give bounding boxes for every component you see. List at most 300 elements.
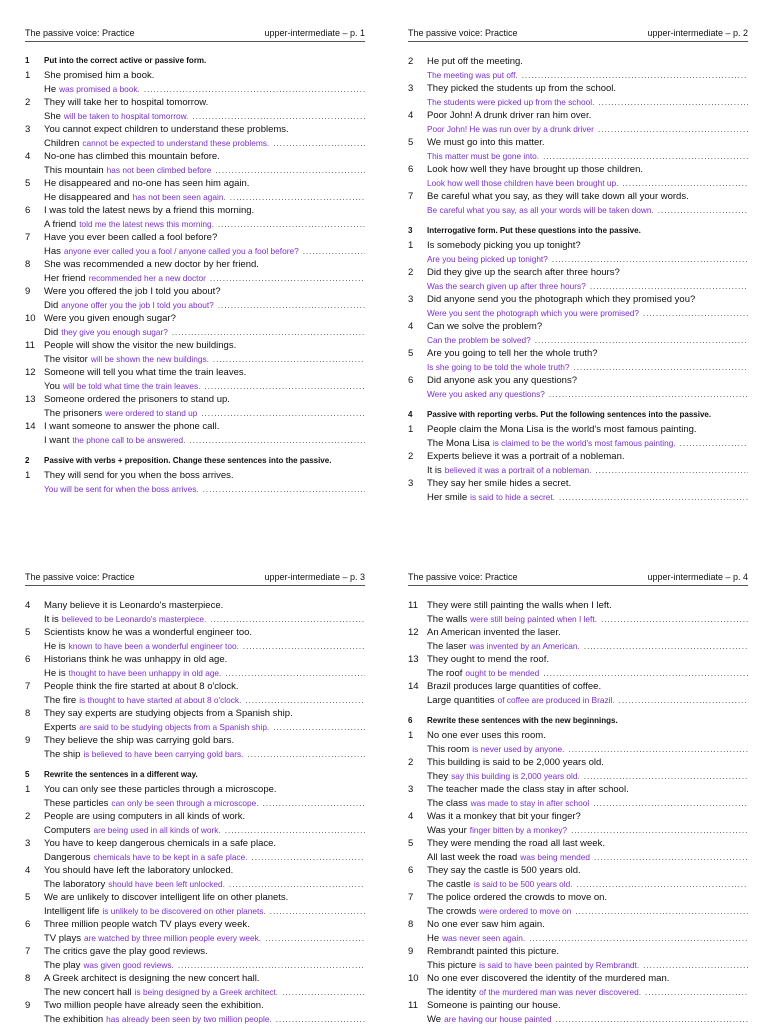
answer-text: will be taken to hospital tomorrow.: [63, 110, 189, 121]
exercise-item: [25, 999, 365, 1024]
dotted-leader: [549, 388, 748, 402]
answer-text: the phone call to be answered.: [72, 434, 186, 445]
item-number: 2: [25, 811, 31, 822]
answer-prompt: Her smile: [427, 491, 468, 503]
answer-line: [408, 1013, 748, 1024]
answer-text: say this building is 2,000 years old.: [451, 770, 580, 781]
dotted-leader: [210, 613, 365, 627]
answer-prompt: Large quantities: [427, 694, 495, 706]
answer-line: [408, 932, 748, 946]
answer-line: [25, 326, 365, 340]
exercise-item: [25, 469, 365, 496]
item-number: 14: [25, 421, 36, 432]
item-number: 8: [25, 259, 31, 270]
item-number: 2: [408, 56, 414, 67]
question-text: She was recommended a new doctor by her friend.: [44, 259, 259, 270]
question-text: He put off the meeting.: [427, 56, 523, 67]
question-line: [408, 477, 748, 491]
exercise-item: [25, 366, 365, 393]
exercise-item: [408, 783, 748, 810]
answer-text: recommended her a new doctor: [88, 272, 206, 283]
question-line: [408, 729, 748, 743]
question-line: [408, 599, 748, 613]
dotted-leader: [575, 905, 748, 919]
section-number: 2: [25, 456, 30, 465]
item-number: 11: [408, 1000, 418, 1011]
exercise-item: [408, 293, 748, 320]
item-number: 3: [25, 838, 31, 849]
section-heading: [25, 55, 365, 67]
answer-text: believed to be Leonardo's masterpiece.: [61, 613, 207, 624]
answer-text: was given good reviews.: [83, 959, 174, 970]
item-number: 8: [25, 708, 31, 719]
answer-text: has already been seen by two million people.: [106, 1013, 272, 1024]
exercise-item: [408, 626, 748, 653]
item-number: 9: [25, 1000, 31, 1011]
answer-line: [408, 253, 748, 267]
item-number: 12: [408, 627, 419, 638]
dotted-leader: [273, 137, 365, 151]
question-text: The critics gave the play good reviews.: [44, 946, 208, 957]
answer-line: [408, 851, 748, 865]
answer-prompt: He: [427, 932, 440, 944]
answer-line: [25, 164, 365, 178]
answer-text: are being used in all kinds of work.: [93, 824, 221, 835]
dotted-leader: [263, 797, 365, 811]
section-instruction: Put into the correct active or passive form.: [44, 56, 207, 65]
exercise-item: [25, 837, 365, 864]
question-line: [408, 55, 748, 69]
exercise-item: [25, 864, 365, 891]
item-number: 6: [408, 375, 414, 386]
item-number: 3: [408, 478, 414, 489]
question-line: [25, 680, 365, 694]
answer-line: [408, 613, 748, 627]
item-number: 6: [25, 205, 31, 216]
item-number: 10: [25, 313, 36, 324]
answer-prompt: All last week the road: [427, 851, 518, 863]
exercise-item: [408, 477, 748, 504]
answer-line: [408, 640, 748, 654]
answer-text: Were you asked any questions?: [427, 388, 545, 399]
answer-line: [408, 150, 748, 164]
page-header: [25, 572, 365, 586]
question-line: [25, 150, 365, 164]
answer-prompt: Intelligent life: [44, 905, 100, 917]
dotted-leader: [571, 824, 748, 838]
item-number: 1: [25, 70, 31, 81]
question-text: Poor John! A drunk driver ran him over.: [427, 110, 592, 121]
question-line: [25, 469, 365, 483]
exercise-item: [408, 729, 748, 756]
answer-line: [25, 434, 365, 448]
worksheet-page-2: [408, 28, 748, 510]
section-instruction: Rewrite these sentences with the new beginnings.: [427, 716, 618, 725]
item-number: 5: [25, 627, 31, 638]
answer-line: [408, 694, 748, 708]
dotted-leader: [559, 491, 748, 505]
item-number: 1: [408, 240, 414, 251]
question-text: Did anyone send you the photograph which they promised you?: [427, 294, 696, 305]
question-text: A Greek architect is designing the new concert hall.: [44, 973, 260, 984]
section-number: 6: [408, 716, 413, 725]
answer-line: [25, 407, 365, 421]
question-line: [25, 707, 365, 721]
answer-text: is being designed by a Greek architect.: [134, 986, 279, 997]
question-text: They were still painting the walls when I left.: [427, 600, 612, 611]
answer-prompt: A friend: [44, 218, 77, 230]
question-text: You cannot expect children to understand these problems.: [44, 124, 289, 135]
answer-text: is said to be 500 years old.: [473, 878, 573, 889]
exercise-item: [408, 55, 748, 82]
answer-text: This matter must be gone into.: [427, 150, 540, 161]
page-title: The passive voice: Practice: [408, 28, 518, 38]
question-text: No one ever uses this room.: [427, 730, 546, 741]
exercise-item: [408, 239, 748, 266]
answer-prompt: The castle: [427, 878, 471, 890]
dotted-leader: [658, 204, 748, 218]
dotted-leader: [598, 96, 748, 110]
answer-prompt: The ship: [44, 748, 81, 760]
question-line: [25, 864, 365, 878]
answer-line: [25, 380, 365, 394]
question-text: This building is said to be 2,000 years old.: [427, 757, 604, 768]
question-line: [25, 231, 365, 245]
answer-line: [25, 83, 365, 97]
answer-prompt: Did: [44, 326, 59, 338]
answer-line: [408, 388, 748, 402]
exercise-item: [408, 999, 748, 1024]
dotted-leader: [230, 191, 365, 205]
answer-line: [408, 667, 748, 681]
answer-prompt: I want: [44, 434, 70, 446]
item-number: 13: [408, 654, 419, 665]
answer-text: The students were picked up from the school.: [427, 96, 595, 107]
question-text: The police ordered the crowds to move on.: [427, 892, 608, 903]
question-line: [408, 891, 748, 905]
question-text: Someone will tell you what time the train leaves.: [44, 367, 247, 378]
item-number: 9: [25, 735, 31, 746]
question-text: I was told the latest news by a friend this morning.: [44, 205, 255, 216]
answer-line: [408, 770, 748, 784]
question-line: [25, 734, 365, 748]
dotted-leader: [622, 177, 748, 191]
question-line: [25, 312, 365, 326]
question-line: [25, 393, 365, 407]
dotted-leader: [189, 434, 365, 448]
exercise-item: [25, 150, 365, 177]
question-text: Three million people watch TV plays every week.: [44, 919, 250, 930]
question-text: No-one has climbed this mountain before.: [44, 151, 220, 162]
answer-line: [408, 437, 748, 451]
item-number: 11: [408, 600, 418, 611]
exercise-item: [25, 69, 365, 96]
dotted-leader: [218, 218, 365, 232]
exercise-item: [408, 374, 748, 401]
answer-prompt: The Mona Lisa: [427, 437, 490, 449]
question-line: [25, 918, 365, 932]
exercise-item: [408, 266, 748, 293]
question-line: [25, 783, 365, 797]
question-text: Were you given enough sugar?: [44, 313, 176, 324]
question-line: [25, 420, 365, 434]
answer-text: You will be sent for when the boss arrives.: [44, 483, 199, 494]
question-line: [408, 972, 748, 986]
answer-line: [408, 177, 748, 191]
section-instruction: Passive with reporting verbs. Put the following sentences into the passive.: [427, 410, 712, 419]
item-number: 1: [25, 470, 31, 481]
question-text: People are using computers in all kinds of work.: [44, 811, 246, 822]
answer-prompt: Dangerous: [44, 851, 91, 863]
question-line: [408, 293, 748, 307]
section-number: 4: [408, 410, 413, 419]
question-line: [408, 266, 748, 280]
question-line: [25, 339, 365, 353]
section-number: 3: [408, 226, 413, 235]
answer-text: of the murdered man was never discovered.: [479, 986, 641, 997]
exercise-item: [25, 285, 365, 312]
dotted-leader: [590, 280, 748, 294]
dotted-leader: [577, 878, 748, 892]
item-number: 1: [408, 730, 414, 741]
answer-text: will be told what time the train leaves.: [63, 380, 201, 391]
exercise-item: [25, 810, 365, 837]
answer-line: [408, 69, 748, 83]
answer-text: should have been left unlocked.: [108, 878, 225, 889]
dotted-leader: [210, 272, 365, 286]
answer-line: [25, 1013, 365, 1024]
dotted-leader: [229, 878, 365, 892]
dotted-leader: [645, 986, 748, 1000]
section-number: 1: [25, 56, 30, 65]
dotted-leader: [593, 797, 748, 811]
exercise-item: [408, 423, 748, 450]
question-text: People will show the visitor the new buildings.: [44, 340, 237, 351]
page-level: upper-intermediate – p. 4: [647, 572, 748, 582]
answer-text: is thought to have started at about 8 o'clock.: [79, 694, 242, 705]
item-number: 3: [408, 294, 414, 305]
answer-text: are having our house painted: [444, 1013, 552, 1024]
answer-line: [408, 307, 748, 321]
dotted-leader: [584, 770, 748, 784]
answer-line: [25, 110, 365, 124]
section-heading: [25, 455, 365, 467]
section-instruction: Interrogative form. Put these questions into the passive.: [427, 226, 641, 235]
answer-prompt: It is: [44, 613, 59, 625]
question-line: [25, 653, 365, 667]
answer-prompt: The play: [44, 959, 81, 971]
answer-text: Can the problem be solved?: [427, 334, 531, 345]
item-number: 9: [408, 946, 414, 957]
item-number: 7: [25, 946, 31, 957]
item-number: 10: [408, 973, 419, 984]
dotted-leader: [245, 694, 365, 708]
dotted-leader: [172, 326, 365, 340]
answer-text: anyone ever called you a fool / anyone called you a fool before?: [63, 245, 299, 256]
question-text: Can we solve the problem?: [427, 321, 543, 332]
exercise-item: [408, 837, 748, 864]
question-line: [408, 653, 748, 667]
answer-prompt: Children: [44, 137, 80, 149]
exercise-item: [25, 918, 365, 945]
item-number: 4: [25, 865, 31, 876]
answer-prompt: The visitor: [44, 353, 88, 365]
dotted-leader: [276, 1013, 365, 1024]
answer-prompt: The walls: [427, 613, 468, 625]
question-line: [408, 918, 748, 932]
answer-line: [408, 905, 748, 919]
question-text: They say her smile hides a secret.: [427, 478, 572, 489]
question-text: Rembrandt painted this picture.: [427, 946, 560, 957]
question-text: Scientists know he was a wonderful engineer too.: [44, 627, 253, 638]
answer-text: finger bitten by a monkey?: [469, 824, 568, 835]
item-number: 11: [25, 340, 35, 351]
answer-line: [25, 932, 365, 946]
question-line: [408, 239, 748, 253]
question-text: I want someone to answer the phone call.: [44, 421, 220, 432]
item-number: 2: [408, 451, 414, 462]
answer-prompt: Did: [44, 299, 59, 311]
dotted-leader: [265, 932, 365, 946]
question-text: Two million people have already seen the exhibition.: [44, 1000, 264, 1011]
exercise-item: [408, 190, 748, 217]
exercise-item: [25, 653, 365, 680]
answer-line: [25, 959, 365, 973]
answer-text: is claimed to be the world's most famous painting.: [492, 437, 676, 448]
dotted-leader: [529, 932, 748, 946]
answer-line: [25, 721, 365, 735]
answer-prompt: This room: [427, 743, 470, 755]
question-text: Have you ever been called a fool before?: [44, 232, 218, 243]
exercise-item: [408, 653, 748, 680]
dotted-leader: [535, 334, 748, 348]
item-number: 3: [25, 124, 31, 135]
dotted-leader: [543, 667, 748, 681]
item-number: 6: [25, 654, 31, 665]
section-heading: [408, 409, 748, 421]
question-line: [25, 204, 365, 218]
question-text: Brazil produces large quantities of coffee.: [427, 681, 602, 692]
dotted-leader: [594, 851, 748, 865]
answer-text: were still being painted when I left.: [470, 613, 597, 624]
answer-prompt: You: [44, 380, 61, 392]
answer-line: [25, 218, 365, 232]
answer-text: is believed to have been carrying gold bars.: [83, 748, 244, 759]
answer-text: thought to have been unhappy in old age.: [68, 667, 222, 678]
worksheet-page-4: [408, 572, 748, 1024]
answer-text: Look how well those children have been brought up.: [427, 177, 619, 188]
item-number: 2: [25, 97, 31, 108]
dotted-leader: [598, 123, 748, 137]
item-number: 7: [25, 681, 31, 692]
answer-prompt: The identity: [427, 986, 477, 998]
answer-text: was being mended: [520, 851, 590, 862]
answer-text: is said to have been painted by Rembrandt.: [479, 959, 640, 970]
answer-text: they give you enough sugar?: [61, 326, 168, 337]
question-text: Look how well they have brought up those children.: [427, 164, 643, 175]
question-line: [25, 891, 365, 905]
answer-line: [408, 878, 748, 892]
question-line: [408, 810, 748, 824]
question-text: Are you going to tell her the whole truth?: [427, 348, 598, 359]
answer-line: [408, 361, 748, 375]
exercise-item: [408, 599, 748, 626]
item-number: 4: [408, 321, 414, 332]
question-text: We must go into this matter.: [427, 137, 545, 148]
dotted-leader: [643, 307, 748, 321]
item-number: 2: [408, 267, 414, 278]
question-text: They say experts are studying objects from a Spanish ship.: [44, 708, 293, 719]
question-line: [408, 109, 748, 123]
question-line: [25, 366, 365, 380]
question-line: [408, 756, 748, 770]
question-line: [408, 136, 748, 150]
answer-prompt: The laser: [427, 640, 467, 652]
question-line: [25, 945, 365, 959]
item-number: 7: [408, 191, 414, 202]
item-number: 1: [408, 424, 414, 435]
answer-text: known to have been a wonderful engineer too.: [68, 640, 239, 651]
exercise-item: [25, 707, 365, 734]
worksheet-page-1: [25, 28, 365, 510]
item-number: 7: [25, 232, 31, 243]
item-number: 12: [25, 367, 36, 378]
item-number: 13: [25, 394, 36, 405]
dotted-leader: [252, 851, 365, 865]
question-line: [25, 810, 365, 824]
answer-prompt: She: [44, 110, 61, 122]
question-line: [408, 999, 748, 1013]
dotted-leader: [543, 150, 748, 164]
dotted-leader: [192, 110, 365, 124]
item-number: 7: [408, 892, 414, 903]
question-text: Someone is painting our house.: [427, 1000, 561, 1011]
dotted-leader: [522, 69, 748, 83]
answer-line: [25, 748, 365, 762]
section-heading: [25, 769, 365, 781]
question-line: [408, 423, 748, 437]
answer-line: [25, 640, 365, 654]
exercise-item: [408, 347, 748, 374]
item-number: 6: [25, 919, 31, 930]
item-number: 5: [408, 137, 414, 148]
answer-text: was made to stay in after school: [470, 797, 590, 808]
question-line: [408, 190, 748, 204]
question-text: He disappeared and no-one has seen him again.: [44, 178, 250, 189]
question-text: She promised him a book.: [44, 70, 155, 81]
answer-text: Poor John! He was run over by a drunk driver: [427, 123, 594, 134]
item-number: 4: [25, 600, 31, 611]
answer-prompt: This picture: [427, 959, 477, 971]
question-line: [408, 82, 748, 96]
question-line: [25, 626, 365, 640]
exercise-item: [25, 204, 365, 231]
answer-line: [408, 824, 748, 838]
exercise-item: [408, 450, 748, 477]
section-heading: [408, 715, 748, 727]
question-line: [408, 864, 748, 878]
question-line: [25, 258, 365, 272]
question-line: [408, 347, 748, 361]
answer-line: [408, 204, 748, 218]
exercise-item: [25, 177, 365, 204]
answer-text: of coffee are produced in Brazil.: [497, 694, 615, 705]
exercise-item: [25, 945, 365, 972]
answer-prompt: The exhibition: [44, 1013, 104, 1024]
answer-text: chemicals have to be kept in a safe place.: [93, 851, 248, 862]
answer-prompt: He disappeared and: [44, 191, 130, 203]
exercise-item: [25, 312, 365, 339]
